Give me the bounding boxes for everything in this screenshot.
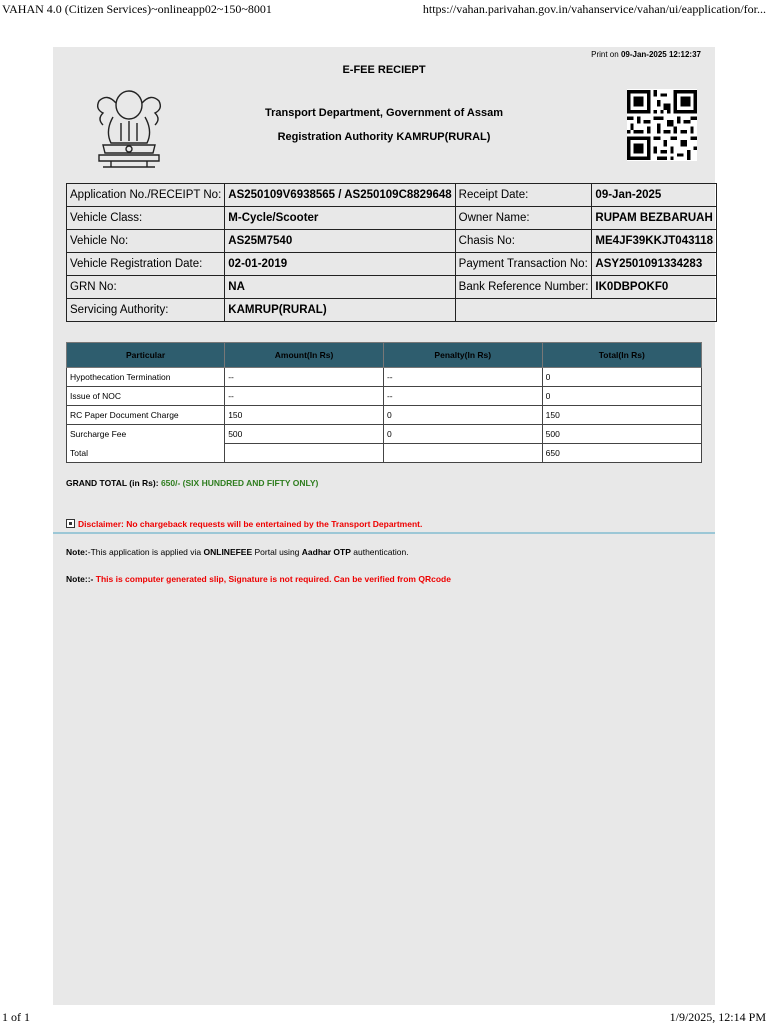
payment-label: Payment Transaction No:	[455, 253, 592, 276]
empty-cell	[455, 299, 716, 322]
note-text-1: -This application is applied via	[87, 547, 204, 557]
department-name: Transport Department, Government of Assam	[265, 107, 503, 119]
fee-total: 150	[542, 406, 701, 425]
vehicle-info-table	[66, 183, 717, 322]
bank-ref-value: IK0DBPOKF0	[592, 276, 717, 299]
printed-on	[591, 50, 701, 59]
browser-page-url: https://vahan.parivahan.gov.in/vahanservice/vahan/ui/eapplication/for...	[422, 2, 766, 16]
app-no-label: Application No./RECEIPT No:	[67, 184, 225, 207]
owner-value: RUPAM BEZBARUAH	[592, 207, 717, 230]
grand-total	[66, 478, 318, 488]
reg-date-value: 02-01-2019	[225, 253, 455, 276]
payment-value: ASY2501091334283	[592, 253, 717, 276]
receipt-page	[53, 47, 715, 1005]
fee-amount	[225, 444, 384, 463]
fee-header-total: Total(In Rs)	[542, 343, 701, 368]
servicing-value: KAMRUP(RURAL)	[225, 299, 455, 322]
fee-row	[67, 406, 702, 425]
broken-image-icon	[66, 519, 75, 528]
vehicle-class-label: Vehicle Class:	[67, 207, 225, 230]
app-no-value: AS250109V6938565 / AS250109C8829648	[225, 184, 455, 207]
note-application	[66, 547, 409, 557]
fee-total-row	[67, 444, 702, 463]
fee-amount: 500	[225, 425, 384, 444]
fee-row	[67, 387, 702, 406]
note-text-2: Portal using	[252, 547, 302, 557]
chasis-value: ME4JF39KKJT043118	[592, 230, 717, 253]
print-header	[0, 0, 768, 20]
info-row	[67, 230, 717, 253]
fee-penalty: 0	[383, 406, 542, 425]
grn-value: NA	[225, 276, 455, 299]
fee-penalty: 0	[383, 425, 542, 444]
fee-header-penalty: Penalty(In Rs)	[383, 343, 542, 368]
note-text-3: authentication.	[350, 547, 409, 557]
vehicle-no-value: AS25M7540	[225, 230, 455, 253]
fee-penalty	[383, 444, 542, 463]
owner-label: Owner Name:	[455, 207, 592, 230]
fee-particular: Issue of NOC	[67, 387, 225, 406]
fee-particular: Surcharge Fee	[67, 425, 225, 444]
fee-particular: RC Paper Document Charge	[67, 406, 225, 425]
vehicle-no-label: Vehicle No:	[67, 230, 225, 253]
receipt-date-value: 09-Jan-2025	[592, 184, 717, 207]
page-count: 1 of 1	[2, 1010, 30, 1024]
note-bold-portal: ONLINEFEE	[203, 547, 253, 557]
fee-header-amount: Amount(In Rs)	[225, 343, 384, 368]
grand-total-amount: 650/- (SIX HUNDRED AND FIFTY ONLY)	[160, 478, 319, 488]
registration-authority: Registration Authority KAMRUP(RURAL)	[277, 131, 491, 143]
info-row	[67, 299, 717, 322]
state-emblem-icon	[83, 83, 175, 171]
note2-label: Note::-	[66, 574, 94, 584]
fee-total: 500	[542, 425, 701, 444]
fee-row	[67, 425, 702, 444]
fee-amount: --	[225, 368, 384, 387]
receipt-title: E-FEE RECIEPT	[342, 64, 426, 76]
vehicle-class-value: M-Cycle/Scooter	[225, 207, 455, 230]
print-datetime: 1/9/2025, 12:14 PM	[669, 1010, 766, 1024]
servicing-label: Servicing Authority:	[67, 299, 225, 322]
fee-penalty: --	[383, 387, 542, 406]
printed-on-label: Print on	[591, 50, 619, 59]
fee-row	[67, 368, 702, 387]
fee-header-row	[67, 343, 702, 368]
info-row	[67, 207, 717, 230]
print-footer	[0, 1010, 768, 1024]
bank-ref-label: Bank Reference Number:	[455, 276, 592, 299]
disclaimer	[66, 519, 422, 529]
reg-date-label: Vehicle Registration Date:	[67, 253, 225, 276]
fee-penalty: --	[383, 368, 542, 387]
disclaimer-text: Disclaimer: No chargeback requests will be entertained by the Transport Department.	[78, 519, 423, 529]
note-bold-otp: Aadhar OTP	[301, 547, 351, 557]
fee-total: 0	[542, 368, 701, 387]
fee-total: 650	[542, 444, 701, 463]
divider	[53, 532, 715, 534]
fee-header-particular: Particular	[67, 343, 225, 368]
browser-page-title: VAHAN 4.0 (Citizen Services)~onlineapp02~150~8001	[2, 2, 272, 16]
info-row	[67, 276, 717, 299]
info-row	[67, 184, 717, 207]
note-computer-generated	[66, 574, 451, 584]
fee-particular: Total	[67, 444, 225, 463]
receipt-date-label: Receipt Date:	[455, 184, 592, 207]
note2-text: This is computer generated slip, Signature is not required. Can be verified from QRcode	[93, 574, 451, 584]
fee-table	[66, 342, 702, 463]
qr-code-icon	[627, 89, 697, 161]
grand-total-label: GRAND TOTAL (in Rs):	[66, 478, 159, 488]
fee-amount: --	[225, 387, 384, 406]
fee-total: 0	[542, 387, 701, 406]
grn-label: GRN No:	[67, 276, 225, 299]
note-label: Note:	[66, 547, 88, 557]
chasis-label: Chasis No:	[455, 230, 592, 253]
fee-amount: 150	[225, 406, 384, 425]
fee-particular: Hypothecation Termination	[67, 368, 225, 387]
printed-on-datetime: 09-Jan-2025 12:12:37	[620, 50, 701, 59]
info-row	[67, 253, 717, 276]
